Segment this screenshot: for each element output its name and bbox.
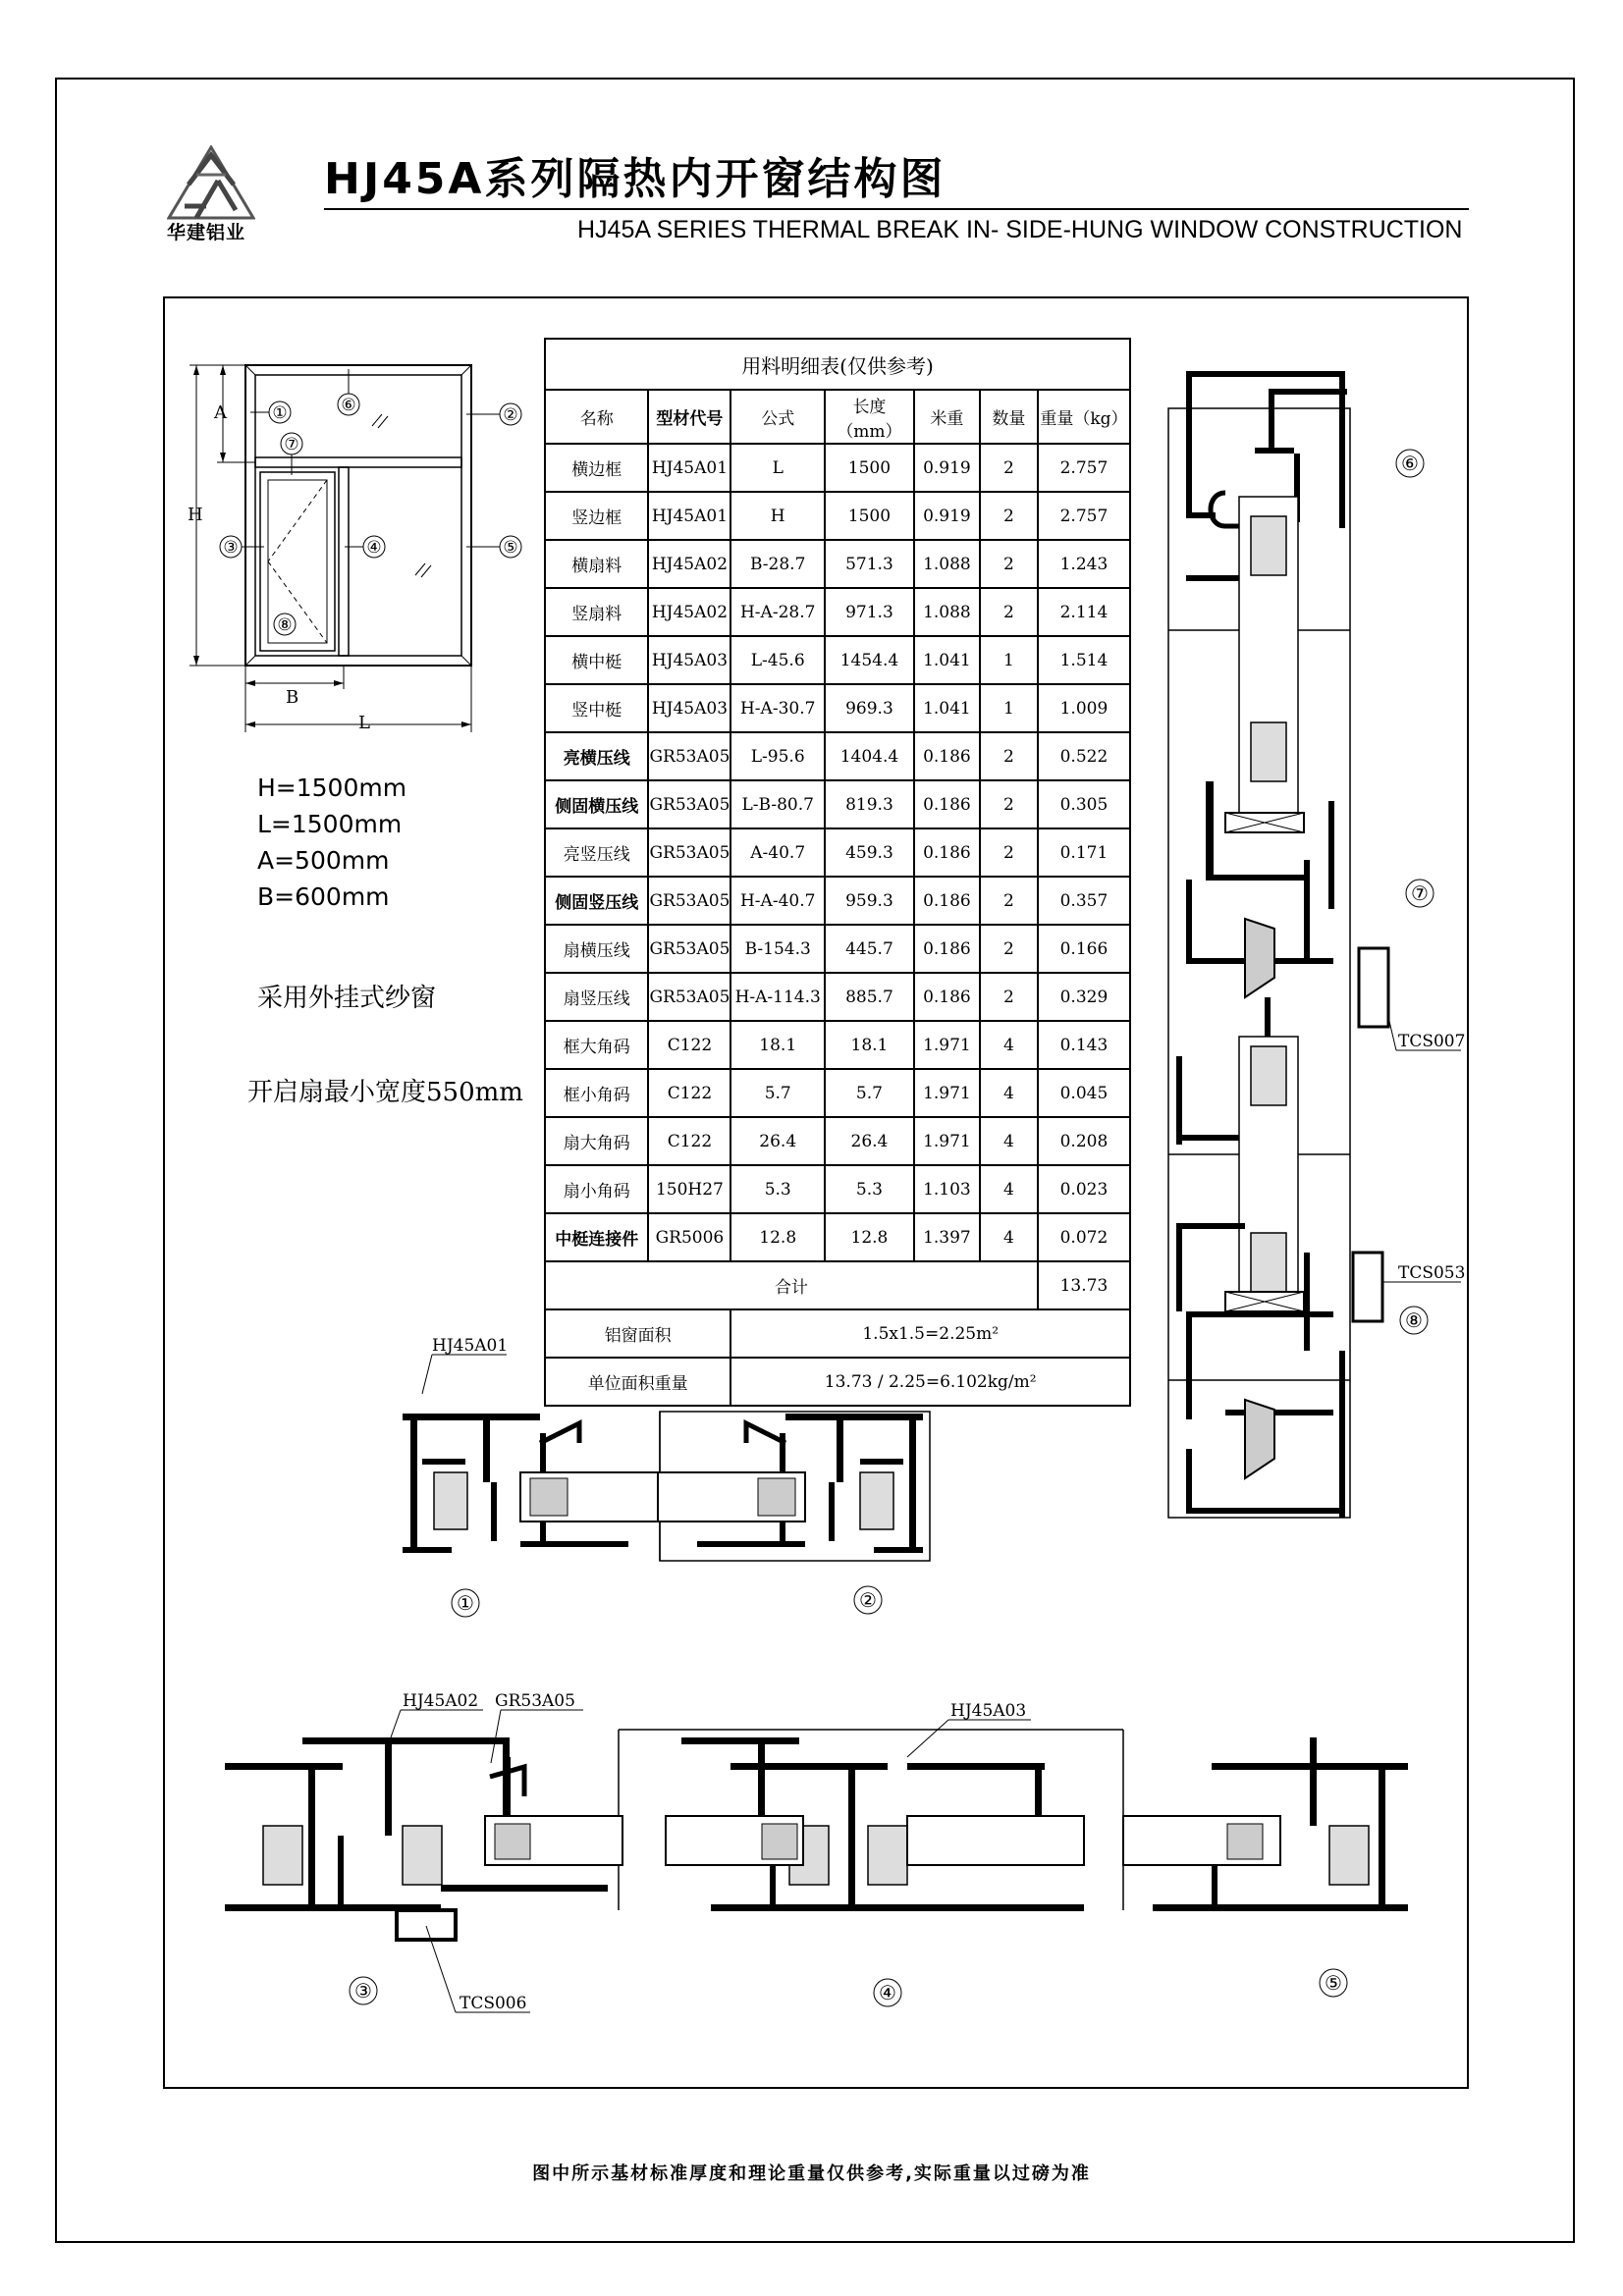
bom-cell-code: C122: [648, 1117, 730, 1165]
bom-cell-formula: 5.7: [730, 1069, 825, 1117]
callout-4: ④: [366, 538, 382, 558]
label-gr53a05: GR53A05: [495, 1691, 575, 1711]
section-7-number: ⑦: [1411, 881, 1429, 905]
bom-cell-weight: 0.143: [1038, 1021, 1130, 1069]
bom-row: [545, 1117, 1130, 1165]
bom-row: [545, 925, 1130, 973]
bom-total-value: 13.73: [1038, 1261, 1130, 1309]
bom-total-row: [545, 1261, 1130, 1309]
bom-cell-name: 横中梃: [545, 636, 648, 684]
section-8-number: ⑧: [1405, 1308, 1423, 1332]
bom-cell-name: 侧固横压线: [545, 780, 648, 828]
label-hj45a01: HJ45A01: [432, 1336, 509, 1356]
bom-cell-qty: 2: [980, 444, 1038, 492]
bom-cell-qty: 4: [980, 1117, 1038, 1165]
dim-h-label: H: [188, 505, 203, 525]
section-6-number: ⑥: [1401, 452, 1419, 475]
bom-row: [545, 588, 1130, 636]
bom-cell-length: 1404.4: [825, 732, 914, 780]
bom-cell-name: 亮横压线: [545, 732, 648, 780]
bom-cell-weight: 0.357: [1038, 877, 1130, 925]
bom-cell-code: GR53A05: [648, 780, 730, 828]
section-1-number: ①: [457, 1591, 474, 1615]
dim-b-value: B=600mm: [257, 882, 390, 911]
bom-cell-qty: 2: [980, 588, 1038, 636]
bom-cell-length: 459.3: [825, 828, 914, 877]
bom-cell-unit-weight: 1.971: [914, 1021, 980, 1069]
bom-cell-qty: 4: [980, 1213, 1038, 1261]
bom-row: [545, 828, 1130, 877]
bom-cell-unit-weight: 0.919: [914, 492, 980, 540]
bom-cell-unit-weight: 0.186: [914, 973, 980, 1021]
bom-cell-formula: L-95.6: [730, 732, 825, 780]
bom-cell-length: 26.4: [825, 1117, 914, 1165]
bom-cell-name: 竖边框: [545, 492, 648, 540]
bom-cell-code: GR53A05: [648, 877, 730, 925]
bom-cell-weight: 0.072: [1038, 1213, 1130, 1261]
bom-cell-code: HJ45A03: [648, 636, 730, 684]
bom-row: [545, 492, 1130, 540]
bom-cell-name: 中梃连接件: [545, 1213, 648, 1261]
bom-cell-length: 445.7: [825, 925, 914, 973]
bom-cell-weight: 0.208: [1038, 1117, 1130, 1165]
label-tcs053: TCS053: [1398, 1263, 1466, 1283]
section-4-number: ④: [879, 1981, 896, 2004]
col-length: 长度（mm）: [825, 390, 914, 444]
col-weight: 重量（kg）: [1038, 390, 1130, 444]
label-tcs006: TCS006: [460, 1994, 527, 2013]
bom-cell-unit-weight: 0.186: [914, 828, 980, 877]
bom-cell-formula: 5.3: [730, 1165, 825, 1213]
bom-cell-formula: B-154.3: [730, 925, 825, 973]
bom-row: [545, 1021, 1130, 1069]
bom-cell-formula: L-B-80.7: [730, 780, 825, 828]
bom-cell-weight: 2.114: [1038, 588, 1130, 636]
bom-cell-length: 5.7: [825, 1069, 914, 1117]
bom-cell-weight: 1.243: [1038, 540, 1130, 588]
vertical-section-drawing: [1166, 369, 1481, 1576]
bom-cell-name: 横边框: [545, 444, 648, 492]
bom-cell-formula: L-45.6: [730, 636, 825, 684]
bom-row: [545, 732, 1130, 780]
bom-cell-length: 18.1: [825, 1021, 914, 1069]
bom-cell-length: 819.3: [825, 780, 914, 828]
horizontal-section-3-4-5: [220, 1669, 1428, 2032]
dim-l-value: L=1500mm: [257, 810, 403, 838]
footer-note: 图中所示基材标准厚度和理论重量仅供参考,实际重量以过磅为准: [532, 2163, 1091, 2184]
bom-row: [545, 444, 1130, 492]
bom-row: [545, 1069, 1130, 1117]
section-5-number: ⑤: [1325, 1971, 1342, 1995]
bom-cell-code: C122: [648, 1069, 730, 1117]
bom-cell-formula: A-40.7: [730, 828, 825, 877]
page-title: HJ45A系列隔热内开窗结构图: [324, 154, 947, 204]
bom-cell-code: HJ45A03: [648, 684, 730, 732]
bom-cell-weight: 2.757: [1038, 444, 1130, 492]
bom-cell-weight: 0.045: [1038, 1069, 1130, 1117]
bom-cell-formula: H-A-28.7: [730, 588, 825, 636]
bom-cell-qty: 1: [980, 684, 1038, 732]
callout-8: ⑧: [277, 615, 293, 635]
bom-table: [544, 338, 1131, 1407]
callout-6: ⑥: [341, 396, 356, 415]
bom-cell-length: 1500: [825, 492, 914, 540]
bom-cell-formula: H-A-114.3: [730, 973, 825, 1021]
bom-cell-weight: 1.009: [1038, 684, 1130, 732]
bom-cell-qty: 1: [980, 636, 1038, 684]
bom-cell-qty: 4: [980, 1021, 1038, 1069]
bom-cell-formula: B-28.7: [730, 540, 825, 588]
bom-cell-formula: L: [730, 444, 825, 492]
bom-cell-length: 1454.4: [825, 636, 914, 684]
bom-cell-qty: 2: [980, 925, 1038, 973]
bom-cell-qty: 2: [980, 973, 1038, 1021]
hj-triangle-logo-icon: [167, 145, 255, 220]
bom-row: [545, 780, 1130, 828]
bom-cell-unit-weight: 1.088: [914, 588, 980, 636]
bom-cell-name: 框小角码: [545, 1069, 648, 1117]
bom-cell-qty: 2: [980, 492, 1038, 540]
bom-cell-code: HJ45A02: [648, 588, 730, 636]
section-3-number: ③: [354, 1979, 372, 2002]
bom-cell-unit-weight: 1.971: [914, 1069, 980, 1117]
bom-cell-length: 571.3: [825, 540, 914, 588]
logo-text: 华建铝业: [167, 222, 246, 243]
dimension-list: [257, 770, 406, 915]
bom-row: [545, 1213, 1130, 1261]
bom-cell-weight: 0.329: [1038, 973, 1130, 1021]
bom-cell-unit-weight: 1.088: [914, 540, 980, 588]
bom-cell-name: 框大角码: [545, 1021, 648, 1069]
bom-cell-length: 885.7: [825, 973, 914, 1021]
bom-row: [545, 1165, 1130, 1213]
bom-cell-name: 亮竖压线: [545, 828, 648, 877]
bom-row: [545, 973, 1130, 1021]
col-qty: 数量: [980, 390, 1038, 444]
bom-cell-name: 竖扇料: [545, 588, 648, 636]
bom-cell-code: GR53A05: [648, 828, 730, 877]
callout-1: ①: [272, 403, 288, 423]
page-subtitle: HJ45A SERIES THERMAL BREAK IN- SIDE-HUNG WINDOW CONSTRUCTION: [577, 216, 1463, 243]
label-hj45a02: HJ45A02: [403, 1691, 479, 1711]
bom-cell-qty: 2: [980, 540, 1038, 588]
bom-unit-value: 13.73 / 2.25=6.102kg/m²: [730, 1358, 1130, 1406]
bom-area-value: 1.5x1.5=2.25m²: [730, 1309, 1130, 1358]
bom-row: [545, 877, 1130, 925]
bom-cell-unit-weight: 1.397: [914, 1213, 980, 1261]
bom-cell-unit-weight: 1.041: [914, 636, 980, 684]
bom-cell-qty: 2: [980, 828, 1038, 877]
callout-7: ⑦: [284, 435, 299, 454]
bom-cell-unit-weight: 0.186: [914, 925, 980, 973]
bom-cell-length: 971.3: [825, 588, 914, 636]
col-code: 型材代号: [648, 390, 730, 444]
bom-cell-formula: H-A-30.7: [730, 684, 825, 732]
bom-cell-name: 侧固竖压线: [545, 877, 648, 925]
bom-cell-length: 1500: [825, 444, 914, 492]
bom-cell-weight: 0.305: [1038, 780, 1130, 828]
bom-cell-name: 扇竖压线: [545, 973, 648, 1021]
bom-cell-unit-weight: 0.186: [914, 780, 980, 828]
bom-cell-code: C122: [648, 1021, 730, 1069]
bom-cell-unit-weight: 1.971: [914, 1117, 980, 1165]
bom-row: [545, 540, 1130, 588]
dim-l-label: L: [358, 713, 370, 733]
bom-cell-name: 扇大角码: [545, 1117, 648, 1165]
bom-unit-label: 单位面积重量: [545, 1358, 730, 1406]
bom-cell-length: 5.3: [825, 1165, 914, 1213]
bom-cell-qty: 2: [980, 780, 1038, 828]
dim-h-value: H=1500mm: [257, 774, 407, 802]
dim-b-label: B: [286, 687, 299, 708]
bom-cell-code: GR5006: [648, 1213, 730, 1261]
bom-cell-qty: 2: [980, 877, 1038, 925]
bom-cell-formula: H: [730, 492, 825, 540]
note-screen: 采用外挂式纱窗: [257, 984, 437, 1013]
bom-header-row: [545, 390, 1130, 444]
bom-cell-weight: 0.171: [1038, 828, 1130, 877]
bom-row: [545, 684, 1130, 732]
bom-cell-unit-weight: 0.186: [914, 877, 980, 925]
bom-cell-unit-weight: 0.186: [914, 732, 980, 780]
bom-cell-qty: 4: [980, 1165, 1038, 1213]
bom-cell-weight: 0.522: [1038, 732, 1130, 780]
callout-2: ②: [503, 405, 518, 425]
col-unit-weight: 米重: [914, 390, 980, 444]
note-min-width: 开启扇最小宽度550mm: [247, 1078, 523, 1107]
bom-caption: 用料明细表(仅供参考): [545, 339, 1130, 390]
bom-cell-code: HJ45A01: [648, 492, 730, 540]
bom-cell-code: HJ45A01: [648, 444, 730, 492]
callout-5: ⑤: [503, 538, 518, 558]
label-hj45a03: HJ45A03: [950, 1701, 1027, 1721]
bom-cell-code: HJ45A02: [648, 540, 730, 588]
bom-cell-code: 150H27: [648, 1165, 730, 1213]
bom-cell-qty: 2: [980, 732, 1038, 780]
col-name: 名称: [545, 390, 648, 444]
bom-cell-formula: 18.1: [730, 1021, 825, 1069]
bom-area-label: 铝窗面积: [545, 1309, 730, 1358]
bom-cell-weight: 0.023: [1038, 1165, 1130, 1213]
bom-cell-length: 959.3: [825, 877, 914, 925]
title-divider: [324, 208, 1469, 210]
bom-cell-qty: 4: [980, 1069, 1038, 1117]
bom-total-label: 合计: [545, 1261, 1038, 1309]
horizontal-section-1-2: [393, 1335, 943, 1629]
col-formula: 公式: [730, 390, 825, 444]
callout-3: ③: [223, 538, 239, 558]
bom-cell-weight: 0.166: [1038, 925, 1130, 973]
bom-cell-code: GR53A05: [648, 732, 730, 780]
bom-cell-formula: 12.8: [730, 1213, 825, 1261]
bom-cell-weight: 1.514: [1038, 636, 1130, 684]
bom-cell-weight: 2.757: [1038, 492, 1130, 540]
bom-row: [545, 636, 1130, 684]
bom-cell-unit-weight: 1.103: [914, 1165, 980, 1213]
dim-a-label: A: [214, 402, 227, 423]
bom-cell-name: 扇横压线: [545, 925, 648, 973]
bom-cell-length: 12.8: [825, 1213, 914, 1261]
bom-cell-name: 竖中梃: [545, 684, 648, 732]
section-2-number: ②: [859, 1588, 877, 1612]
bom-cell-formula: 26.4: [730, 1117, 825, 1165]
bom-cell-formula: H-A-40.7: [730, 877, 825, 925]
bom-cell-unit-weight: 0.919: [914, 444, 980, 492]
bom-cell-length: 969.3: [825, 684, 914, 732]
bom-cell-name: 横扇料: [545, 540, 648, 588]
bom-cell-code: GR53A05: [648, 973, 730, 1021]
bom-cell-code: GR53A05: [648, 925, 730, 973]
bom-cell-unit-weight: 1.041: [914, 684, 980, 732]
bom-cell-name: 扇小角码: [545, 1165, 648, 1213]
window-elevation-diagram: [182, 353, 545, 746]
label-tcs007: TCS007: [1398, 1032, 1466, 1051]
dim-a-value: A=500mm: [257, 846, 390, 875]
